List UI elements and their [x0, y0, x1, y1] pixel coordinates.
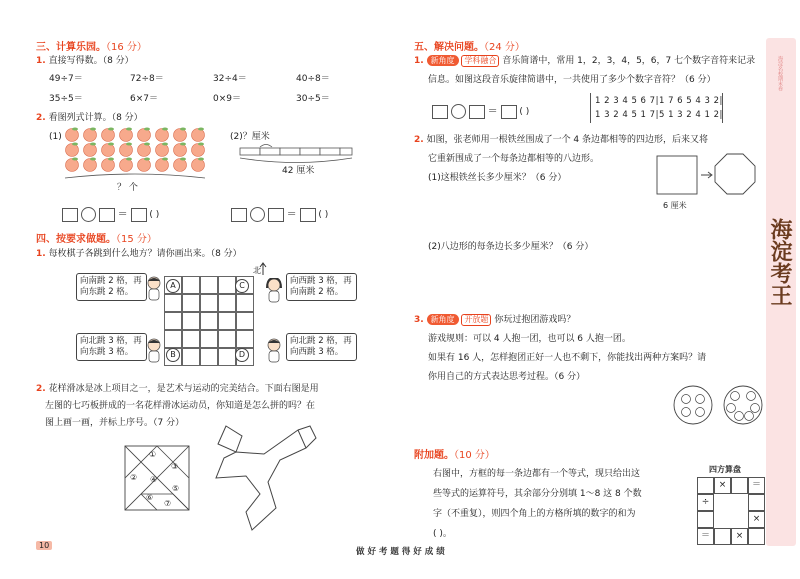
peach-icon: [66, 129, 79, 142]
q5-1-line1: [414, 55, 755, 67]
q5-2-sub1: (1)这根铁丝长多少厘米？（6 分）: [428, 173, 567, 183]
q3-2-text: 看图列式计算。（8 分）: [48, 113, 143, 123]
boy-icon: [145, 338, 163, 364]
peach-icon: [138, 159, 151, 172]
q3-1-number: 1.: [36, 56, 46, 66]
grid-cell[interactable]: [182, 312, 200, 330]
leaf-icon: [72, 158, 78, 161]
new-angle-tag: 新角度: [427, 55, 459, 66]
speech-bubble-b: 向北跳 3 格，再向东跳 3 格。: [76, 333, 147, 361]
q5-3-line3: 如果有 16 人，怎样抱团正好一人也不剩下，你能找出两种方案吗？请: [428, 353, 707, 363]
operator-cell: ×: [714, 477, 731, 494]
leaf-icon: [108, 158, 114, 161]
music-bar: 1 3 2 4 5 1 7: [595, 110, 656, 120]
peach-icon: [84, 144, 97, 157]
q5-1-answer-equation: ＝ ( ): [432, 102, 529, 119]
q5-2-line2: 它重新围成了一个每条边都相等的八边形。: [428, 154, 600, 164]
new-angle-tag: 新角度: [427, 314, 459, 325]
north-label: 北: [253, 266, 261, 275]
grid-cell[interactable]: [200, 330, 218, 348]
boy-icon: [145, 276, 163, 302]
peach-icon: [138, 129, 151, 142]
q3-1: [36, 55, 134, 67]
people-group-icons: [671, 384, 767, 426]
q5-3-line1: [414, 314, 575, 326]
leaf-icon: [180, 128, 186, 131]
peach-icon: [120, 144, 133, 157]
q5-2-line1: [414, 134, 708, 146]
grid-cell[interactable]: [236, 294, 254, 312]
peach-icon: [156, 144, 169, 157]
peach-icon: [174, 144, 187, 157]
piece-c[interactable]: C: [235, 279, 249, 293]
tangram-label: ⑦: [164, 499, 172, 508]
grid-cell[interactable]: [182, 330, 200, 348]
operator-circle[interactable]: [250, 207, 265, 222]
operator-circle[interactable]: [451, 104, 466, 119]
section-5-points: （24 分）: [484, 42, 525, 53]
grid-cell[interactable]: [164, 312, 182, 330]
q5-1-number: 1.: [414, 56, 424, 66]
leaf-icon: [144, 143, 150, 146]
tangram-label: ③: [171, 462, 179, 471]
answer-box[interactable]: [268, 208, 284, 222]
grid-cell[interactable]: [218, 294, 236, 312]
section-5-title: [414, 38, 525, 53]
open-question-tag: 开放题: [461, 314, 491, 326]
music-row: 1 3 2 4 5 1 7|5 1 3 2 4 1 2|: [595, 110, 723, 120]
sidebar-small-text: 海淀名校期末卷: [777, 56, 783, 91]
answer-box[interactable]: [62, 208, 78, 222]
footer-slogan: 做 好 考 题 得 好 成 绩: [356, 547, 445, 557]
leaf-icon: [198, 128, 204, 131]
peach-icon: [102, 159, 115, 172]
answer-box[interactable]: [432, 105, 448, 119]
answer-box[interactable]: [99, 208, 115, 222]
section-3-points: （16 分）: [106, 42, 147, 53]
grid-cell[interactable]: [236, 330, 254, 348]
section-5-label: 五、解决问题。: [414, 42, 484, 53]
grid-cell[interactable]: [200, 312, 218, 330]
piece-a[interactable]: A: [166, 279, 180, 293]
leaf-icon: [108, 143, 114, 146]
peach-icon: [174, 129, 187, 142]
peach-grid-image: [62, 126, 208, 180]
extra-line: 字（不重复），则四个角上的方格所填的数字的和为: [433, 509, 636, 519]
answer-box[interactable]: [469, 105, 485, 119]
q5-1-line2: 信息。如图这段音乐旋律简谱中，一共使用了多少个数字音符？（6 分）: [428, 75, 716, 85]
q4-2-line: 左图的七巧板拼成的一名花样滑冰运动员，你知道是怎么拼的吗？在: [45, 401, 316, 411]
leaf-icon: [198, 143, 204, 146]
leaf-icon: [198, 158, 204, 161]
number-cell[interactable]: [748, 528, 765, 545]
calc-item: 32÷4＝: [213, 74, 247, 84]
operator-cell: ×: [731, 528, 748, 545]
grid-cell[interactable]: [218, 276, 236, 294]
peach-icon: [192, 129, 205, 142]
tangram-label: ①: [149, 450, 157, 459]
operator-cell: ＝: [697, 528, 714, 545]
grid-cell[interactable]: [200, 294, 218, 312]
board-title: 四方算盘: [709, 465, 741, 474]
section-4-label: 四、按要求做题。: [36, 234, 116, 245]
peach-icon: [120, 129, 133, 142]
grid-cell[interactable]: [182, 348, 200, 366]
number-cell[interactable]: [697, 511, 714, 528]
boy-icon: [265, 338, 283, 364]
speech-bubble-a: 向南跳 2 格，再向东跳 2 格。: [76, 273, 147, 301]
leaf-icon: [72, 128, 78, 131]
operator-cell: ＝: [748, 477, 765, 494]
calc-item: 0×9＝: [213, 94, 241, 104]
number-cell[interactable]: [748, 494, 765, 511]
calc-item: 30÷5＝: [296, 94, 330, 104]
extra-label: 附加题。: [414, 450, 454, 461]
q3-2: [36, 112, 143, 124]
number-cell[interactable]: [714, 528, 731, 545]
answer-paren[interactable]: ( ): [519, 107, 530, 117]
peach-icon: [192, 144, 205, 157]
q4-1: [36, 248, 242, 260]
music-bar: 5 1 3 2 4 1 2: [658, 110, 720, 120]
q5-3-number: 3.: [414, 315, 424, 325]
grid-cell[interactable]: [200, 348, 218, 366]
peach-icon: [120, 159, 133, 172]
leaf-icon: [90, 158, 96, 161]
section-3-label: 三、计算乐园。: [36, 42, 106, 53]
calc-item: 49÷7＝: [49, 74, 83, 84]
leaf-icon: [108, 128, 114, 131]
answer-box[interactable]: [231, 208, 247, 222]
skater-outline-diagram: [206, 420, 324, 538]
unknown-count-label: ？ 个: [117, 183, 138, 193]
page-number: 10: [36, 541, 52, 550]
answer-paren[interactable]: ( ): [149, 210, 160, 220]
leaf-icon: [126, 143, 132, 146]
extra-line: 些等式的运算符号，其余部分分别填 1～8 这 8 个数: [433, 489, 642, 499]
q5-2-sub2: (2)八边形的每条边长多少厘米？（6 分）: [428, 242, 594, 252]
grid-cell[interactable]: [182, 294, 200, 312]
q4-2-line: 图上画一画，并标上序号。（7 分）: [45, 418, 185, 428]
leaf-icon: [180, 143, 186, 146]
total-length-label: 42 厘米: [282, 166, 315, 176]
speech-bubble-c: 向西跳 3 格，再向南跳 2 格。: [286, 273, 357, 301]
peach-icon: [192, 159, 205, 172]
leaf-icon: [72, 143, 78, 146]
peach-icon: [138, 144, 151, 157]
leaf-icon: [180, 158, 186, 161]
q5-3-line4: 你用自己的方式表达思考过程。（6 分）: [428, 372, 586, 382]
piece-d[interactable]: D: [235, 348, 249, 362]
extra-line: 右图中，方框的每一条边都有一个等式，现只给出这: [433, 469, 641, 479]
leaf-icon: [144, 158, 150, 161]
extra-points: （10 分）: [454, 450, 495, 461]
calc-item: 40÷8＝: [296, 74, 330, 84]
tangram-label: ④: [150, 475, 158, 484]
answer-box[interactable]: [501, 105, 517, 119]
tangram-label: ⑥: [146, 493, 154, 502]
operator-cell: ÷: [697, 494, 714, 511]
extra-line[interactable]: ( )。: [433, 529, 452, 539]
square-to-octagon-diagram: [655, 150, 765, 200]
q4-1-text: 每枚棋子各跳到什么地方？请你画出来。（8 分）: [48, 249, 242, 259]
leaf-icon: [162, 128, 168, 131]
q4-2-line: 花样滑冰是冰上项目之一，是艺术与运动的完美结合。下面右图是用: [48, 384, 319, 394]
tangram-label: ⑤: [172, 484, 180, 493]
q4-1-number: 1.: [36, 249, 46, 259]
leaf-icon: [162, 158, 168, 161]
q3-2-part2-label: (2)？厘米: [230, 132, 270, 142]
piece-b[interactable]: B: [166, 348, 180, 362]
leaf-icon: [126, 158, 132, 161]
grid-cell[interactable]: [218, 312, 236, 330]
girl-icon: [265, 278, 283, 304]
q5-3-text: 你玩过抱团游戏吗？: [494, 315, 576, 325]
grid-cell[interactable]: [164, 294, 182, 312]
brand-sidebar: [766, 38, 796, 546]
calc-item: 72÷8＝: [130, 74, 164, 84]
section-4-points: （15 分）: [116, 234, 157, 245]
q3-1-text: 直接写得数。（8 分）: [48, 56, 134, 66]
peach-icon: [156, 129, 169, 142]
leaf-icon: [90, 143, 96, 146]
grid-cell[interactable]: [236, 312, 254, 330]
peach-icon: [102, 144, 115, 157]
peach-icon: [102, 129, 115, 142]
section-3-title: [36, 38, 147, 53]
side-length-label: 6 厘米: [663, 201, 687, 210]
answer-equation-1: ＝ ( ): [62, 205, 159, 222]
north-arrow-icon: [258, 262, 268, 276]
music-row: 1 2 3 4 5 6 7|1 7 6 5 4 3 2|: [595, 96, 723, 106]
answer-paren[interactable]: ( ): [318, 210, 329, 220]
grid-cell[interactable]: [182, 276, 200, 294]
q4-2-number: 2.: [36, 384, 46, 394]
q5-3-line2: 游戏规则：可以 4 人抱一团，也可以 6 人抱一团。: [428, 334, 631, 344]
brand-title: 海淀考王: [767, 218, 792, 306]
calc-item: 6×7＝: [130, 94, 158, 104]
answer-box[interactable]: [300, 208, 316, 222]
music-notation-box: [590, 93, 723, 123]
q5-2-text: 如图，张老师用一根铁丝围成了一个 4 条边都相等的四边形，后来又将: [426, 135, 709, 145]
grid-cell[interactable]: [164, 330, 182, 348]
q3-2-number: 2.: [36, 113, 46, 123]
peach-icon: [84, 159, 97, 172]
peach-icon: [66, 144, 79, 157]
answer-equation-2: ＝ ( ): [231, 205, 328, 222]
section-4-title: [36, 230, 157, 245]
leaf-icon: [90, 128, 96, 131]
extra-text: [433, 464, 642, 544]
music-bar: 1 7 6 5 4 3 2: [658, 96, 720, 106]
q5-1-text: 音乐简谱中，常用 1，2，3，4，5，6，7 七个数字音符来记录: [502, 56, 756, 66]
leaf-icon: [162, 143, 168, 146]
leaf-icon: [126, 128, 132, 131]
grid-cell[interactable]: [200, 276, 218, 294]
number-cell[interactable]: [731, 477, 748, 494]
extra-title: [414, 446, 495, 461]
calc-item: 35÷5＝: [49, 94, 83, 104]
tangram-label: ②: [130, 473, 138, 482]
speech-bubble-d: 向北跳 2 格，再向西跳 3 格。: [286, 333, 357, 361]
q3-2-part1-label: (1): [49, 132, 62, 142]
operator-circle[interactable]: [81, 207, 96, 222]
answer-box[interactable]: [131, 208, 147, 222]
peach-icon: [84, 129, 97, 142]
grid-cell[interactable]: [218, 348, 236, 366]
leaf-icon: [144, 128, 150, 131]
music-bar: 1 2 3 4 5 6 7: [595, 96, 656, 106]
peach-icon: [66, 159, 79, 172]
subject-tag: 学科融合: [461, 55, 499, 67]
operator-cell: ×: [748, 511, 765, 528]
number-cell[interactable]: [697, 477, 714, 494]
four-side-board: [697, 477, 765, 545]
peach-icon: [156, 159, 169, 172]
peach-icon: [174, 159, 187, 172]
grid-cell[interactable]: [218, 330, 236, 348]
q5-2-number: 2.: [414, 135, 424, 145]
